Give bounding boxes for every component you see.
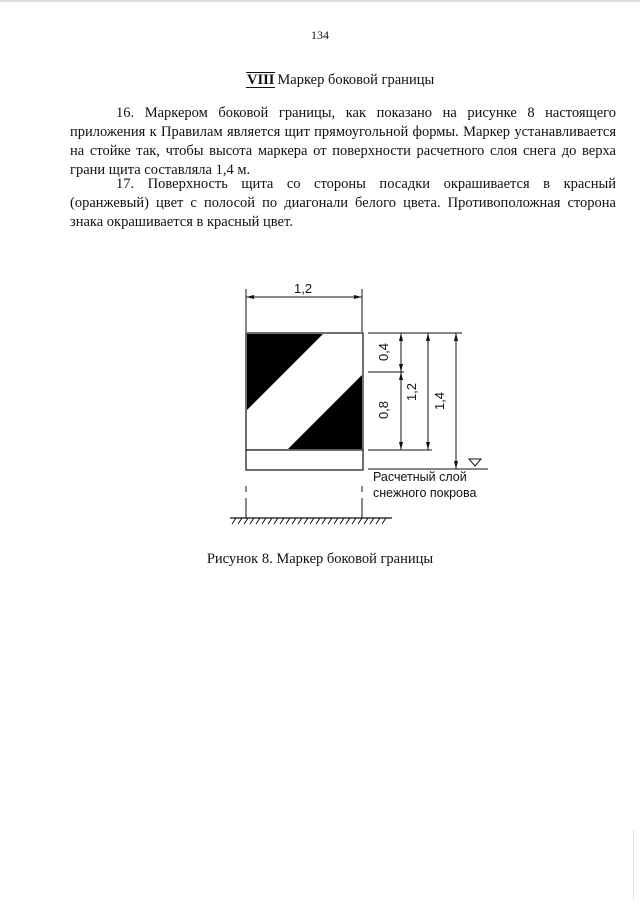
snow-level-marker (469, 459, 481, 466)
figure-caption: Рисунок 8. Маркер боковой границы (206, 551, 434, 567)
snow-label-line2: снежного покрова (373, 486, 477, 500)
dim-lower-label: 0,8 (376, 400, 391, 420)
dim-upper-label: 0,4 (376, 342, 391, 362)
snow-label-line1: Расчетный слой (373, 470, 467, 484)
marker-post-area (246, 450, 363, 470)
dim-marker-label: 1,2 (404, 382, 419, 402)
section-number: VIII (247, 72, 275, 88)
ground-hatching (232, 518, 386, 524)
paragraph-16-text: Маркером боковой границы, как показано на рисунке 8 настоящего приложения к Правилам является щит прямоугольной формы. Маркер устанавливается на стойке так, чтобы высота маркера от поверхности расчетного слоя снега до верха грани щита составляла 1,4 м. (70, 105, 617, 178)
paragraph-17-text: Поверхность щита со стороны посадки окрашивается в красный (оранжевый) цвет с полосой по диагонали белого цвета. Противоположная сторона знака окрашивается в красный цвет. (70, 176, 616, 230)
dim-total-label: 1,4 (432, 391, 447, 411)
page-number: 134 (311, 28, 329, 42)
paragraph-16-number: 16. (116, 105, 135, 121)
paragraph-17-number: 17. (116, 176, 135, 192)
width-arrow-right (354, 295, 362, 299)
width-label: 1,2 (294, 281, 313, 296)
width-arrow-left (246, 295, 254, 299)
section-title: Маркер боковой границы (277, 72, 435, 88)
